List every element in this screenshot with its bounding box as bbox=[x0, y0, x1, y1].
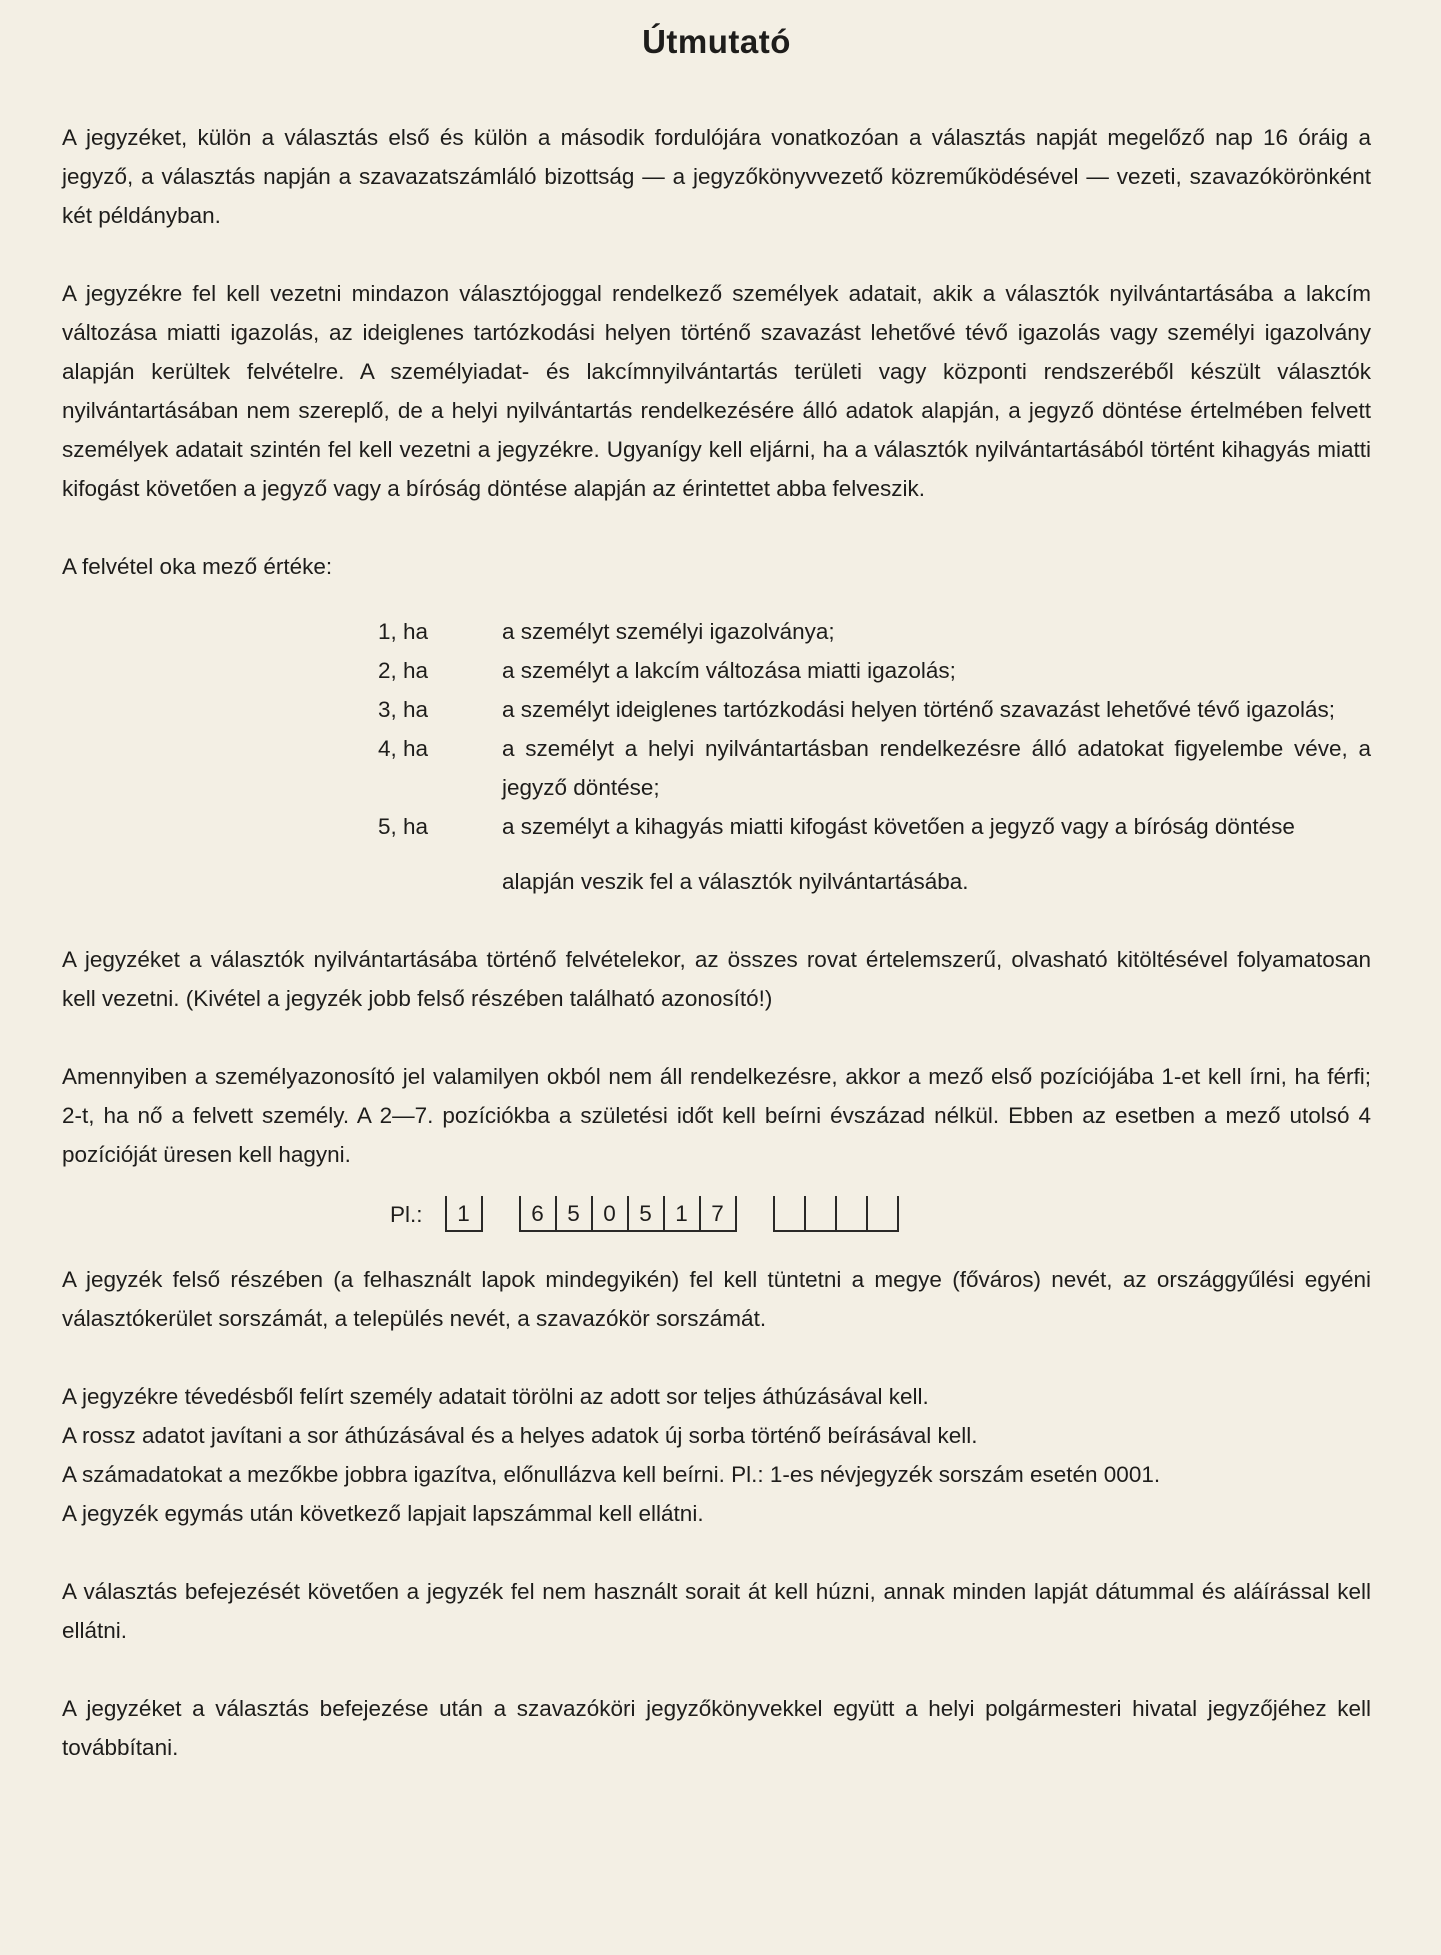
code-key: 5, ha bbox=[378, 814, 429, 839]
page-title: Útmutató bbox=[642, 23, 791, 60]
code-text: a személyt a lakcím változása miatti igazolás; bbox=[502, 658, 956, 683]
rule-line: A számadatokat a mezőkbe jobbra igazítva, előnullázva kell beírni. Pl.: 1-es névjegyzék sorszám esetén 0001. bbox=[62, 1462, 1161, 1487]
spacer bbox=[62, 901, 1371, 940]
paragraph-id-missing: Amennyiben a személyazonosító jel valamilyen okból nem áll rendelkezésre, akkor a mező első pozíciójába 1-et kell írni, ha férfi; 2-t, ha nő a felvett személy. A 2—7. pozíciókba a születési időt kell beírni évszázad nélkül. Ebben az esetben a mező utolsó 4 pozícióját üresen kell hagyni. bbox=[62, 1064, 1371, 1167]
field-code-list bbox=[378, 612, 1371, 901]
code-row bbox=[378, 729, 1371, 807]
digit-box: 0 bbox=[593, 1196, 629, 1230]
code-key: 1, ha bbox=[378, 619, 429, 644]
paragraph-forwarding: A jegyzéket a választás befejezése után a szavazóköri jegyzőkönyvekkel együtt a helyi polgármesteri hivatal jegyzőjéhez kell továbbítani. bbox=[62, 1696, 1371, 1760]
rule-line: A rossz adatot javítani a sor áthúzásával és a helyes adatok új sorba történő beírásával kell. bbox=[62, 1423, 978, 1448]
paragraph-entry-rules: A jegyzékre fel kell vezetni mindazon választójoggal rendelkező személyek adatait, akik a választók nyilvántartásába a lakcím változása miatti igazolás, az ideiglenes tartózkodási helyen történő szavazást lehetővé tévő igazolás vagy személyi igazolvány alapján kerültek felvételre. A személyiadat- és lakcímnyilvántartás területi vagy központi rendszeréből készült választók nyilvántartásában nem szereplő, de a helyi nyilvántartás rendelkezésére álló adatok alapján, a jegyző döntése értelmében felvett személyek adatait szintén fel kell vezetni a jegyzékre. Ugyanígy kell eljárni, ha a választók nyilvántartásából történt kihagyás miatti kifogást követően a jegyző vagy a bíróság döntése alapján az érintettet abba felveszik. bbox=[62, 281, 1371, 501]
code-row bbox=[378, 651, 1371, 690]
code-text: a személyt személyi igazolványa; bbox=[502, 619, 835, 644]
digit-box: 1 bbox=[447, 1196, 483, 1230]
id-example bbox=[390, 1182, 1371, 1232]
digit-box: 1 bbox=[665, 1196, 701, 1230]
field-intro: A felvétel oka mező értéke: bbox=[62, 554, 333, 579]
date-digit-box-group bbox=[519, 1196, 737, 1232]
paragraph-header-fields: A jegyzék felső részében (a felhasznált lapok mindegyikén) fel kell tüntetni a megye (főváros) nevét, az országgyűlési egyéni választókerület sorszámát, a település nevét, a szavazókör sorszámát. bbox=[62, 1267, 1371, 1331]
code-text: a személyt ideiglenes tartózkodási helyen történő szavazást lehetővé tévő igazolás; bbox=[502, 697, 1335, 722]
code-row bbox=[378, 807, 1371, 846]
empty-digit-box bbox=[837, 1196, 868, 1230]
rule-line: A jegyzékre tévedésből felírt személy adatait törölni az adott sor teljes áthúzásával kell. bbox=[62, 1384, 929, 1409]
paragraph-fill-in: A jegyzéket a választók nyilvántartásába történő felvételekor, az összes rovat értelemszerű, olvasható kitöltésével folyamatosan kell vezetni. (Kivétel a jegyzék jobb felső részében található azonosító!) bbox=[62, 947, 1371, 1011]
digit-box: 5 bbox=[557, 1196, 593, 1230]
paragraph-maintenance: A jegyzéket, külön a választás első és külön a második fordulójára vonatkozóan a választás napját megelőző nap 16 óráig a jegyző, a választás napján a szavazatszámláló bizottság — a jegyzőkönyvvezető közreműködésével — vezeti, szavazókörönként két példányban. bbox=[62, 125, 1371, 228]
code-row bbox=[378, 612, 1371, 651]
code-key: 4, ha bbox=[378, 736, 429, 761]
sex-digit-box-group bbox=[445, 1196, 483, 1232]
code-text: a személyt a kihagyás miatti kifogást követően a jegyző vagy a bíróság döntése bbox=[502, 814, 1295, 839]
code-text: a személyt a helyi nyilvántartásban rendelkezésre álló adatokat figyelembe véve, a jegyző döntése; bbox=[502, 736, 1371, 800]
empty-digit-box-group bbox=[773, 1196, 899, 1232]
empty-digit-box bbox=[806, 1196, 837, 1230]
correction-rules bbox=[62, 1377, 1371, 1533]
codes-tail: alapján veszik fel a választók nyilvántartásába. bbox=[502, 869, 969, 894]
digit-box: 7 bbox=[701, 1196, 737, 1230]
example-label: Pl.: bbox=[390, 1202, 423, 1227]
empty-digit-box bbox=[868, 1196, 899, 1230]
code-row bbox=[378, 690, 1371, 729]
empty-digit-box bbox=[775, 1196, 806, 1230]
paragraph-closing: A választás befejezését követően a jegyzék fel nem használt sorait át kell húzni, annak minden lapját dátummal és aláírással kell ellátni. bbox=[62, 1579, 1371, 1643]
code-key: 3, ha bbox=[378, 697, 429, 722]
digit-box: 6 bbox=[521, 1196, 557, 1230]
digit-box: 5 bbox=[629, 1196, 665, 1230]
rule-line: A jegyzék egymás után következő lapjait lapszámmal kell ellátni. bbox=[62, 1501, 704, 1526]
code-key: 2, ha bbox=[378, 658, 429, 683]
